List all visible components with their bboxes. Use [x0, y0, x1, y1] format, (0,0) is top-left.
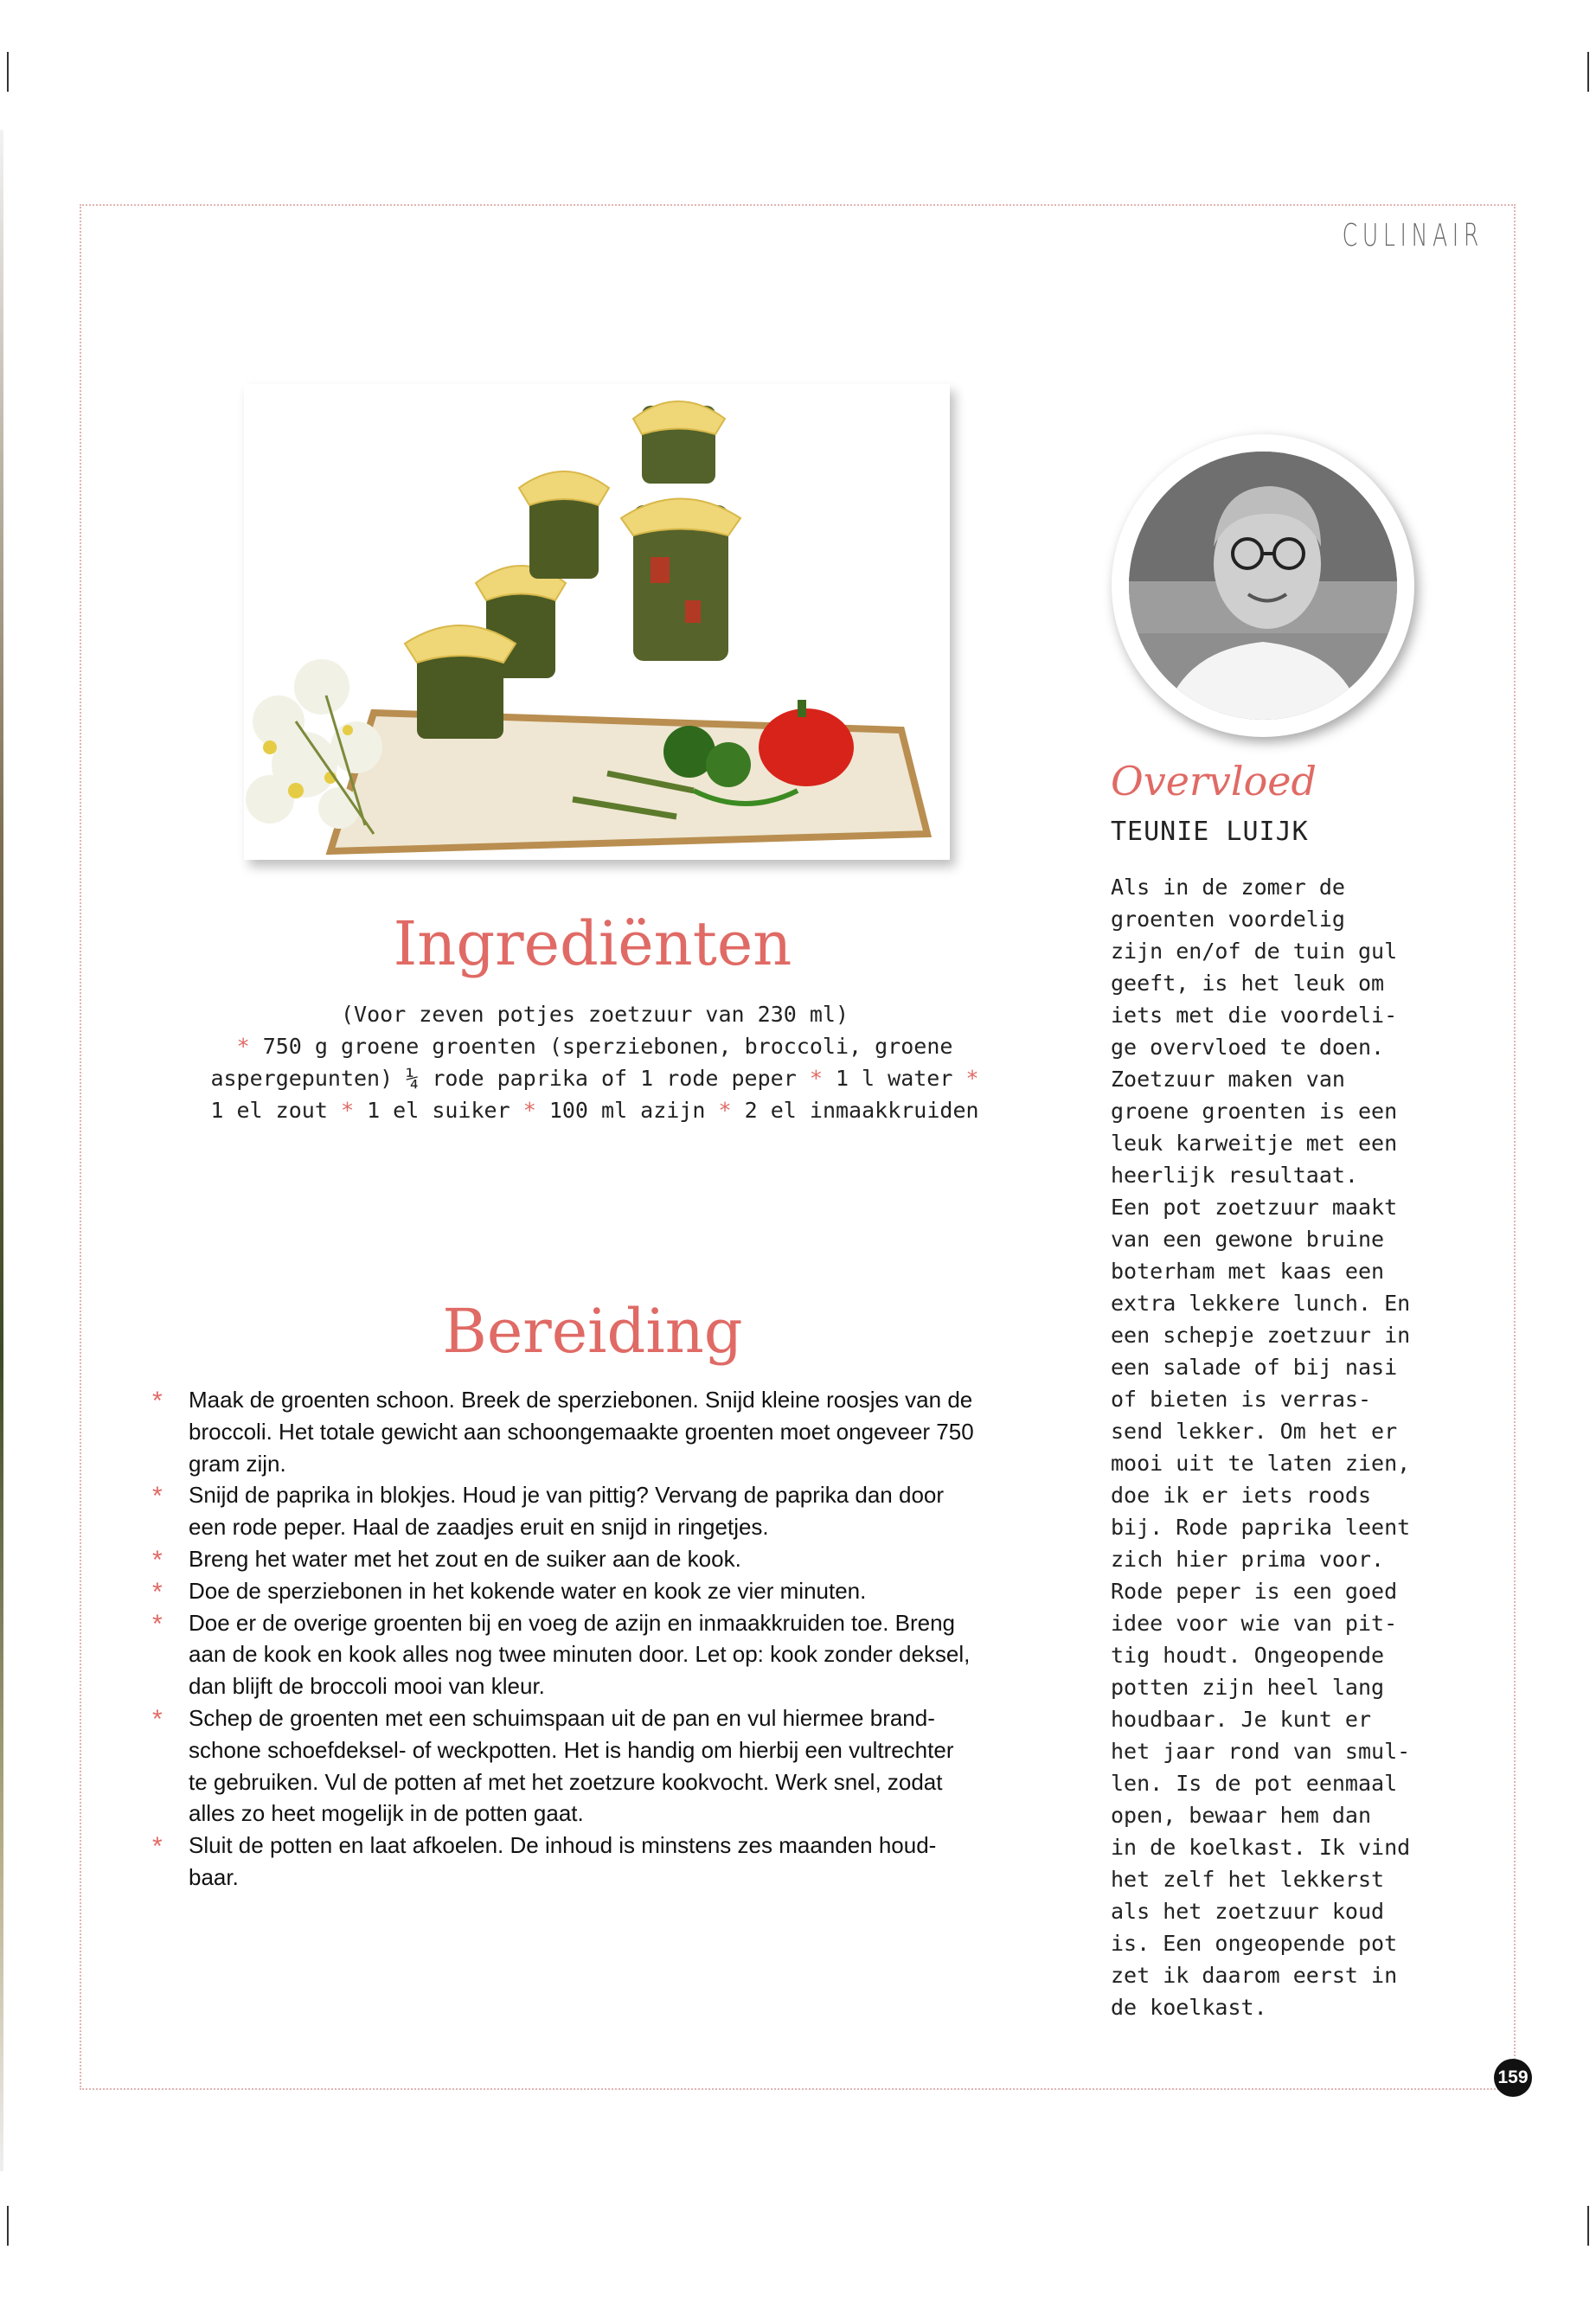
column-line: Een pot zoetzuur maakt [1111, 1195, 1398, 1220]
column-author: TEUNIE LUIJK [1111, 817, 1309, 847]
column-line: idee voor wie van pit- [1111, 1611, 1398, 1636]
column-line: potten zijn heel lang [1111, 1675, 1385, 1700]
column-line: open, bewaar hem dan [1111, 1803, 1372, 1828]
ingredients-list [138, 998, 1051, 1126]
column-line: in de koelkast. Ik vind [1111, 1835, 1411, 1860]
bullet-star-icon: * [718, 1098, 732, 1123]
column-line: een schepje zoetzuur in [1111, 1323, 1411, 1348]
ingredients-intro: (Voor zeven potjes zoetzuur van 230 ml) [341, 1002, 849, 1027]
step-line: * Doe er de overige groenten bij en voeg de azijn en inmaakkruiden toe. Breng [189, 1609, 956, 1636]
ingredient-item: ¼ rode paprika of 1 rode peper [406, 1066, 797, 1091]
step-line: te gebruiken. Vul de potten af met het zoetzure kookvocht. Werk snel, zodat [189, 1768, 943, 1795]
crop-mark-bottom-left [7, 2206, 9, 2246]
column-line: Zoetzuur maken van [1111, 1067, 1345, 1092]
ingredient-item: 1 el zout [210, 1098, 328, 1123]
column-line: het jaar rond van smul- [1111, 1739, 1411, 1764]
ingredient-item: 750 g groene groenten (sperziebonen, broccoli, groene [262, 1034, 953, 1059]
bullet-star-icon: * [340, 1098, 354, 1123]
column-line: boterham met kaas een [1111, 1259, 1385, 1284]
column-line: van een gewone bruine [1111, 1227, 1385, 1252]
step-line: dan blijft de broccoli mooi van kleur. [189, 1673, 545, 1700]
column-line: tig houdt. Ongeopende [1111, 1643, 1385, 1668]
author-portrait [1112, 434, 1414, 737]
column-line: heerlijk resultaat. [1111, 1163, 1358, 1188]
column-line: groene groenten is een [1111, 1099, 1398, 1124]
column-line: of bieten is verras- [1111, 1387, 1372, 1412]
step-line: baar. [189, 1863, 239, 1890]
column-line: als het zoetzuur koud [1111, 1899, 1385, 1924]
column-line: zich hier prima voor. [1111, 1547, 1385, 1572]
column-line: send lekker. Om het er [1111, 1419, 1398, 1444]
column-line: leuk karweitje met een [1111, 1131, 1398, 1156]
step-line: schone schoefdeksel- of weckpotten. Het is handig om hierbij een vultrechter [189, 1736, 954, 1763]
bullet-star-icon: * [522, 1098, 536, 1123]
column-line: zet ik daarom eerst in [1111, 1963, 1398, 1988]
column-line: zijn en/of de tuin gul [1111, 939, 1398, 964]
column-line: is. Een ongeopende pot [1111, 1931, 1398, 1956]
preparation-step [152, 1702, 1052, 1830]
ingredient-item: 1 l water [835, 1066, 953, 1091]
ingredients-heading: Ingrediënten [393, 908, 792, 979]
column-title: Overvloed [1111, 758, 1317, 804]
crop-mark-top-right [1587, 52, 1589, 92]
column-line: ge overvloed te doen. [1111, 1035, 1385, 1060]
step-line: gram zijn. [189, 1450, 286, 1477]
ingredient-item: 1 el suiker [367, 1098, 510, 1123]
column-line: de koelkast. [1111, 1995, 1267, 2020]
pickle-jars-photo [244, 384, 950, 860]
preparation-step [152, 1384, 1052, 1479]
column-line: Als in de zomer de [1111, 875, 1345, 900]
preparation-heading: Bereiding [442, 1296, 743, 1367]
step-line: * Breng het water met het zout en de suiker aan de kook. [189, 1545, 741, 1572]
ingredient-item: 100 ml azijn [548, 1098, 706, 1123]
column-line: een salade of bij nasi [1111, 1355, 1398, 1380]
ingredient-item-continued: aspergepunten) [210, 1066, 407, 1091]
bullet-star-icon: * [236, 1034, 250, 1059]
preparation-step [152, 1543, 1052, 1575]
column-line: geeft, is het leuk om [1111, 971, 1385, 996]
preparation-step [152, 1575, 1052, 1607]
column-line: len. Is de pot eenmaal [1111, 1771, 1398, 1796]
ingredient-item: 2 el inmaakkruiden [744, 1098, 979, 1123]
step-line: * Doe de sperziebonen in het kokende water en kook ze vier minuten. [189, 1577, 867, 1604]
step-line: * Maak de groenten schoon. Breek de sperziebonen. Snijd kleine roosjes van de [189, 1387, 973, 1413]
column-line: extra lekkere lunch. En [1111, 1291, 1411, 1316]
bullet-star-icon: * [809, 1066, 823, 1091]
column-line: mooi uit te laten zien, [1111, 1451, 1411, 1476]
column-body [1111, 871, 1491, 2023]
column-line: bij. Rode paprika leent [1111, 1515, 1411, 1540]
step-line: * Sluit de potten en laat afkoelen. De inhoud is minstens zes maanden houd- [189, 1832, 937, 1859]
column-line: doe ik er iets roods [1111, 1483, 1372, 1508]
page-number: 159 [1494, 2059, 1532, 2097]
step-line: alles zo heet mogelijk in de potten gaat. [189, 1800, 584, 1827]
step-line: een rode peper. Haal de zaadjes eruit en snijd in ringetjes. [189, 1514, 769, 1541]
column-line: Rode peper is een goed [1111, 1579, 1398, 1604]
preparation-steps [152, 1384, 1052, 1894]
step-line: * Snijd de paprika in blokjes. Houd je van pittig? Vervang de paprika dan door [189, 1482, 945, 1509]
preparation-step [152, 1479, 1052, 1543]
column-line: het zelf het lekkerst [1111, 1867, 1385, 1892]
crop-mark-top-left [7, 52, 9, 92]
bullet-star-icon: * [965, 1066, 979, 1091]
column-line: houdbaar. Je kunt er [1111, 1707, 1372, 1732]
step-line: aan de kook en kook alles nog twee minuten door. Let op: kook zonder deksel, [189, 1641, 971, 1668]
step-line: broccoli. Het totale gewicht aan schoongemaakte groenten moet ongeveer 750 [189, 1418, 974, 1445]
step-line: * Schep de groenten met een schuimspaan uit de pan en vul hiermee brand- [189, 1704, 935, 1731]
column-line: groenten voordelig [1111, 907, 1345, 932]
preparation-step [152, 1607, 1052, 1702]
section-label: CULINAIR [1342, 218, 1484, 253]
preparation-step [152, 1830, 1052, 1894]
crop-mark-bottom-right [1587, 2206, 1589, 2246]
column-line: iets met die voordeli- [1111, 1003, 1398, 1028]
facing-page-edge [0, 130, 3, 2171]
